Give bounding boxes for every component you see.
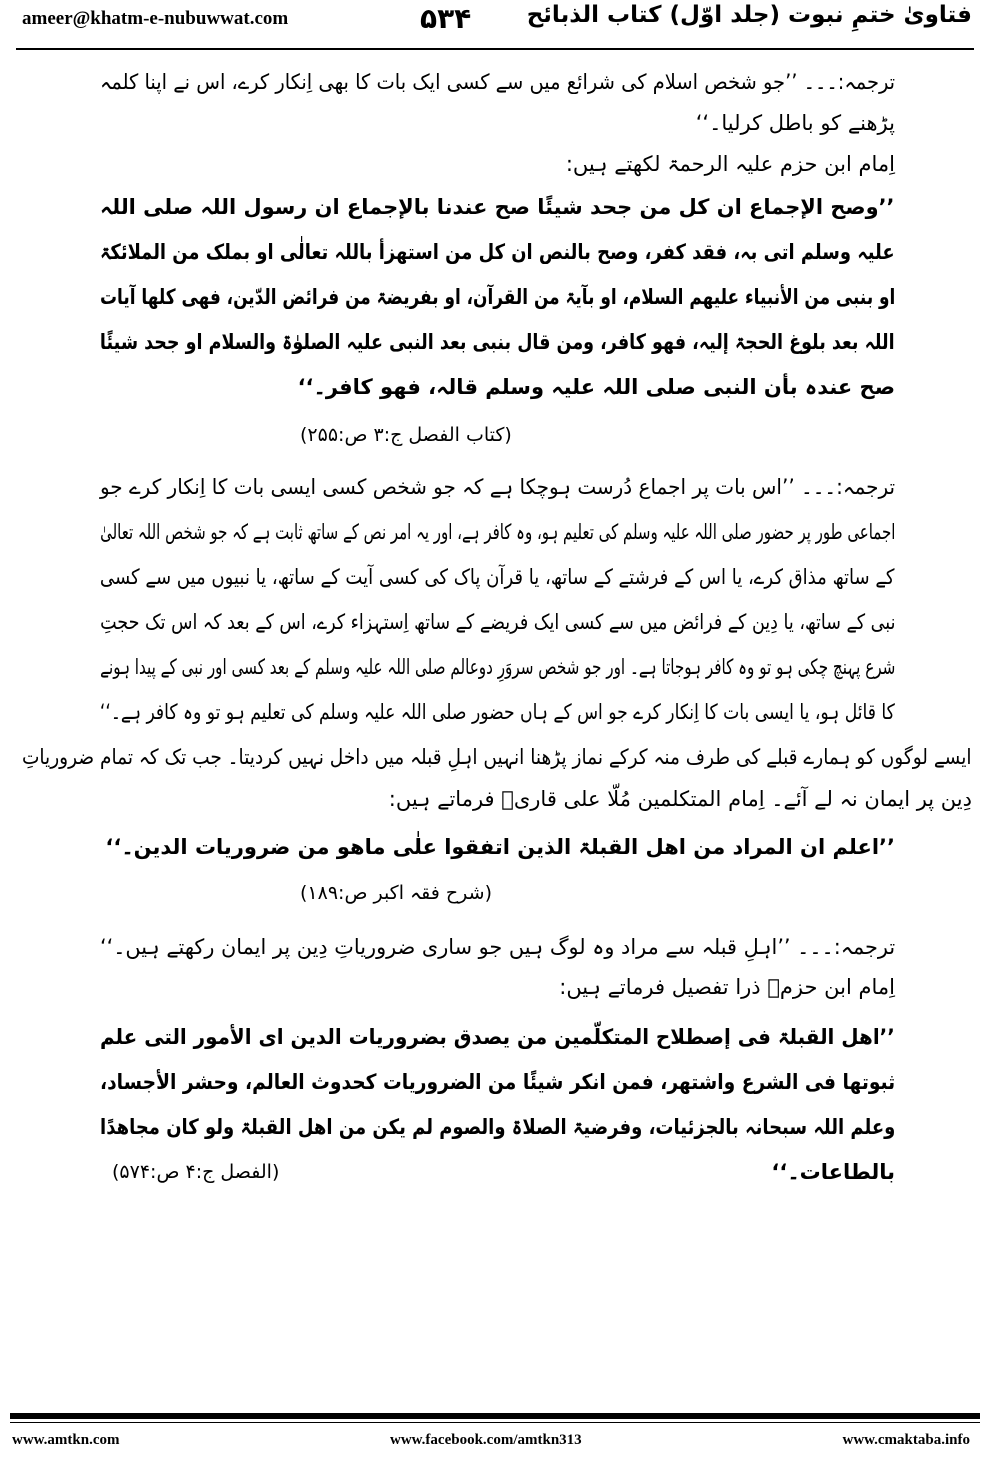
reference-citation: (الفصل ج:۴ ص:۵۷۴) xyxy=(112,1161,280,1183)
text-line: اِمام ابن حزم علیہ الرحمۃ لکھتے ہیں: xyxy=(565,152,895,176)
arabic-quote-line: اللہ بعد بلوغ الحجۃ إلیہ، فھو کافر، ومن قال بنبی بعد النبی علیہ الصلوٰۃ والسلام او جحد شیئًا xyxy=(100,330,895,354)
arabic-quote-line: وعلم اللہ سبحانہ بالجزئیات، وفرضیۃ الصلاۃ والصوم لم یکن من اھل القبلۃ ولو کان مجاھدًا xyxy=(99,1115,895,1139)
book-title: فتاویٰ ختمِ نبوت (جلد اوّل) کتاب الذبائح xyxy=(526,2,972,28)
arabic-quote-line: ثبوتھا فی الشرع واشتھر، فمن انکر شیئًا من الضروریات کحدوث العالم، وحشر الأجساد، xyxy=(99,1070,895,1094)
header-divider xyxy=(16,48,974,50)
text-line: ایسے لوگوں کو ہمارے قبلے کی طرف منہ کرکے نماز پڑھنا انہیں اہلِ قبلہ میں داخل نہیں کردیتا۔ جب تک کہ تمام ضروریاتِ xyxy=(22,745,972,769)
header-email: ameer@khatm-e-nubuwwat.com xyxy=(22,8,289,29)
arabic-quote-line: ’’اعلم ان المراد من اھل القبلۃ الذین اتفقوا علٰی ماھو من ضروریات الدین۔‘‘ xyxy=(105,835,895,859)
page-number: ۵۳۴ xyxy=(420,2,472,35)
text-line: ترجمہ:۔۔۔ ’’اس بات پر اجماع دُرست ہوچکا ہے کہ جو شخص کسی ایسی بات کا اِنکار کرے جو xyxy=(99,475,895,499)
text-line: نبی کے ساتھ، یا دِین کے فرائض میں سے کسی ایک فریضے کے ساتھ اِستہزاء کرے، اس کے بعد کہ اس تک حجتِ xyxy=(99,610,895,634)
footer-divider-thin xyxy=(10,1422,980,1423)
text-line: ترجمہ:۔۔۔ ’’اہلِ قبلہ سے مراد وہ لوگ ہیں جو ساری ضروریاتِ دِین پر ایمان رکھتے ہیں۔‘‘ xyxy=(99,935,895,959)
text-line: پڑھنے کو باطل کرلیا۔‘‘ xyxy=(695,111,895,135)
arabic-quote-line: صح عندہ بأن النبی صلی اللہ علیہ وسلم قالہ، فھو کافر۔‘‘ xyxy=(297,375,895,399)
footer-link-amtkn[interactable]: www.amtkn.com xyxy=(12,1432,120,1448)
arabic-quote-line: ’’وصح الإجماع ان کل من جحد شیئًا صح عندنا بالإجماع ان رسول اللہ صلی اللہ xyxy=(100,195,895,219)
arabic-quote-line: ’’اھل القبلۃ فی إصطلاح المتکلّمین من یصدق بضروریات الدین ای الأمور التی علم xyxy=(100,1025,895,1049)
text-line: شرع پہنچ چکی ہو تو وہ کافر ہوجاتا ہے۔ اور جو شخص سروَرِ دوعالم صلی اللہ علیہ وسلم کے بعد کسی اور نبی کے پیدا ہونے xyxy=(99,655,895,679)
text-line: اجماعی طور پر حضور صلی اللہ علیہ وسلم کی تعلیم ہو، وہ کافر ہے، اور یہ امر نص کے ساتھ ثابت ہے کہ جو شخص اللہ تعالیٰ xyxy=(99,520,895,544)
footer-link-cmaktaba[interactable]: www.cmaktaba.info xyxy=(842,1432,970,1448)
footer-link-facebook[interactable]: www.facebook.com/amtkn313 xyxy=(390,1432,582,1448)
footer-divider xyxy=(10,1413,980,1419)
text-line: دِین پر ایمان نہ لے آئے۔ اِمام المتکلمین مُلّا علی قاریؒ فرماتے ہیں: xyxy=(388,787,972,811)
text-line: کا قائل ہو، یا ایسی بات کا اِنکار کرے جو اس کے ہاں حضور صلی اللہ علیہ وسلم کی تعلیم ہو تو وہ کافر ہے۔‘‘ xyxy=(100,700,895,724)
arabic-quote-line: علیہ وسلم اتی بہ، فقد کفر، وصح بالنص ان کل من استھزأ باللہ تعالٰی او بملک من الملائکۃ xyxy=(100,240,895,264)
reference-citation: (شرح فقہ اکبر ص:۱۸۹) xyxy=(300,882,492,904)
arabic-quote-line: بالطاعات۔‘‘ xyxy=(771,1160,895,1184)
text-line: کے ساتھ مذاق کرے، یا اس کے فرشتے کے ساتھ، یا قرآن پاک کی کسی آیت کے ساتھ، یا نبیوں میں سے کسی xyxy=(100,565,895,589)
reference-citation: (کتاب الفصل ج:۳ ص:۲۵۵) xyxy=(300,424,512,446)
text-line: اِمام ابن حزمؒ ذرا تفصیل فرماتے ہیں: xyxy=(559,975,895,999)
arabic-quote-line: او بنبی من الأنبیاء علیھم السلام، او بآیۃ من القرآن، او بفریضۃ من فرائض الدّین، فھی کلھا آیات xyxy=(99,285,895,309)
text-line: ترجمہ:۔۔۔ ’’جو شخص اسلام کی شرائع میں سے کسی ایک بات کا بھی اِنکار کرے، اس نے اپنا کلمہ xyxy=(99,70,895,94)
